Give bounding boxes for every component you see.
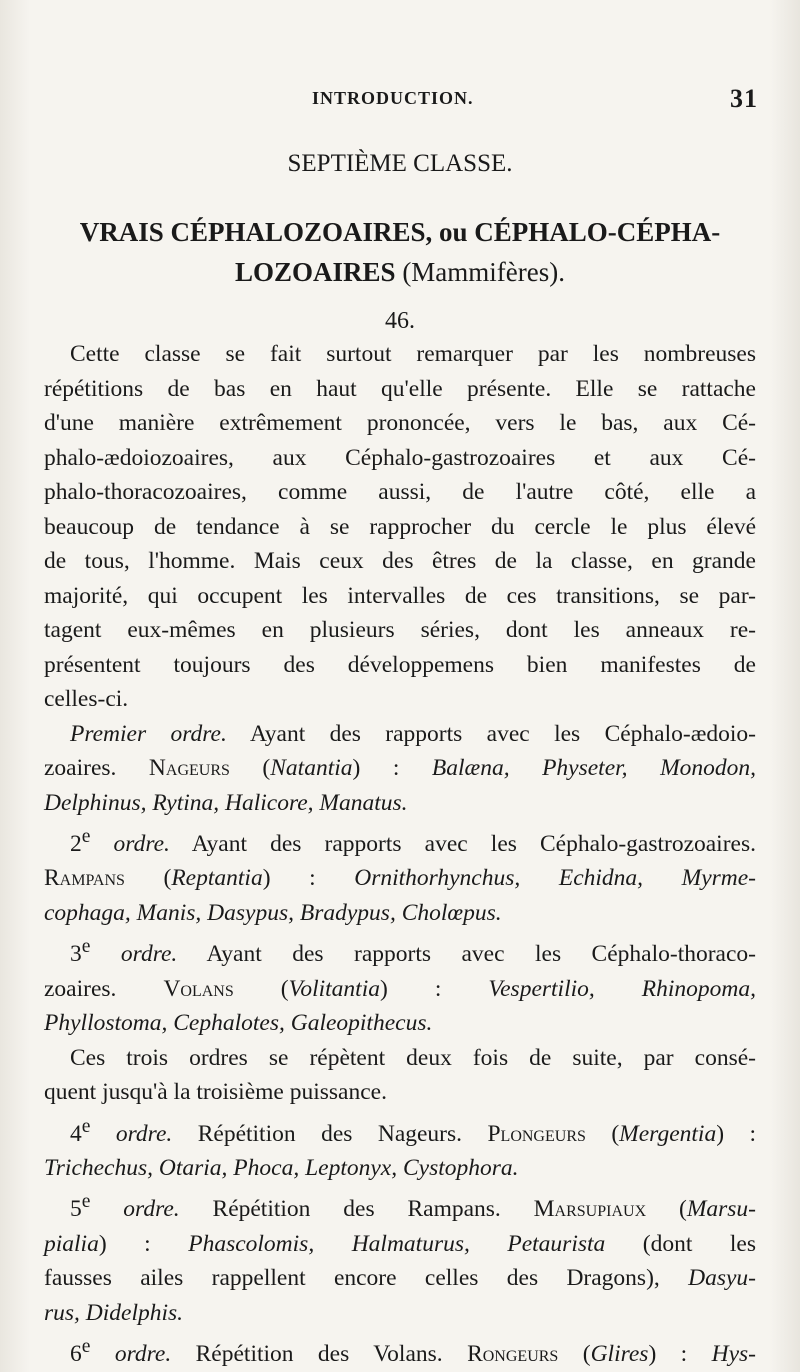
section-heading — [40, 212, 760, 292]
order-6 — [44, 1330, 756, 1371]
text-line: majorité, qui occupent les intervalles de ces transitions, se par- — [44, 582, 756, 609]
order-sup: e — [81, 1191, 91, 1213]
order-number: 5 — [70, 1196, 82, 1223]
heading-line-1: VRAIS CÉPHALOZOAIRES, ou CÉPHALO-CÉPHA- — [79, 217, 721, 247]
order-2 — [44, 820, 756, 930]
text-line — [44, 1227, 756, 1262]
order-text: zoaires. — [44, 975, 164, 1002]
genera: Trichechus, Otaria, Phoca, Leptonyx, Cystophora. — [44, 1154, 519, 1181]
text-line: répétitions de bas en haut qu'elle présente. Elle se rattache — [44, 375, 756, 402]
paren: ) : — [262, 865, 355, 892]
text-line: présentent toujours des développemens bien manifestes de — [44, 651, 756, 678]
text-line: tagent eux-mêmes en plusieurs séries, dont les anneaux re- — [44, 617, 756, 643]
order-text: Répétition des Rampans. — [179, 1196, 534, 1223]
running-head-title: INTRODUCTION. — [312, 88, 474, 108]
paren: ( — [585, 1120, 620, 1147]
text-line: celles-ci. — [44, 686, 129, 712]
paren: ( — [233, 975, 289, 1002]
order-sup: e — [81, 826, 91, 847]
order-text: zoaires. — [44, 755, 149, 781]
genera: Ornithorhynchus, Echidna, Myrme- — [354, 865, 757, 892]
order-label: ordre. — [90, 1196, 180, 1223]
paren: ) : — [380, 975, 489, 1002]
order-number: 2 — [70, 830, 82, 857]
text-line: quent jusqu'à la troisième puissance. — [44, 1079, 387, 1106]
latin-group: Natantia — [270, 755, 353, 781]
text-line — [44, 1296, 756, 1331]
genera: rus, Didelphis. — [44, 1299, 184, 1326]
paren: ( — [124, 865, 172, 892]
paren: ) : — [648, 1341, 712, 1368]
order-sup: e — [81, 1336, 91, 1358]
order-label: ordre. — [90, 1120, 173, 1147]
order-text: Ayant des rapports avec les Céphalo-thoraco- — [177, 941, 756, 968]
latin-group: Mergentia — [619, 1120, 717, 1147]
order-text: Répétition des Volans. — [171, 1341, 468, 1368]
latin-group: Reptantia — [171, 865, 263, 892]
group-name: Rongeurs — [467, 1341, 559, 1368]
order-sup: e — [81, 936, 91, 958]
genera: Dasyu- — [688, 1265, 756, 1292]
paren: ( — [229, 755, 271, 781]
text-line — [44, 1006, 756, 1041]
genera: Balæna, Physeter, Monodon, — [431, 755, 757, 781]
text-line — [44, 930, 756, 971]
order-number: 3 — [70, 941, 82, 968]
latin-group: pialia — [44, 1230, 99, 1257]
text-line — [44, 786, 756, 821]
text-line — [44, 751, 756, 786]
class-title: SEPTIÈME CLASSE. — [287, 150, 513, 177]
group-name: Volans — [163, 975, 234, 1002]
genera: cophaga, Manis, Dasypus, Bradypus, Cholœpus. — [44, 899, 502, 926]
page-number: 31 — [730, 84, 758, 113]
heading-line-2 — [40, 252, 760, 292]
text-line — [44, 717, 756, 752]
paren: ) : — [352, 755, 432, 781]
paren: ( — [558, 1341, 591, 1368]
body-text — [44, 337, 756, 1372]
latin-group: Volitantia — [288, 975, 380, 1002]
group-name: Plongeurs — [487, 1120, 586, 1147]
order-text: Ayant des rapports avec les Céphalo-gastrozoaires. — [169, 830, 756, 857]
text-line — [44, 1330, 756, 1371]
text-line — [44, 1110, 756, 1151]
text-line — [44, 1185, 756, 1226]
order-1 — [44, 717, 756, 821]
genera: Phyllostoma, Cephalotes, Galeopithecus. — [44, 1010, 433, 1037]
group-name: Nageurs — [148, 755, 230, 781]
text-line: Ces trois ordres se répètent deux fois de suite, par consé- — [70, 1044, 756, 1071]
genera: Delphinus, Rytina, Halicore, Manatus. — [44, 789, 408, 816]
text-line: de tous, l'homme. Mais ceux des êtres de la classe, en grande — [44, 548, 756, 574]
genera: Phascolomis, Halmaturus, Petaurista — [188, 1230, 606, 1257]
paren: ) : — [716, 1120, 757, 1147]
order-text: fausses ailes rappellent encore celles des Dragons), — [44, 1265, 689, 1292]
latin-group: Glires — [590, 1341, 649, 1368]
text-line — [44, 1261, 756, 1296]
latin-group: Marsu- — [686, 1196, 757, 1223]
order-5 — [44, 1185, 756, 1330]
paren: ( — [646, 1196, 687, 1223]
order-number: 6 — [70, 1341, 82, 1368]
heading-line-2-paren: (Mammifères). — [402, 257, 565, 287]
repeat-note — [44, 1041, 756, 1110]
order-text: (dont les — [605, 1230, 757, 1257]
heading-line-2-main: LOZOAIRES — [235, 257, 396, 287]
genera: Hys- — [711, 1341, 756, 1368]
group-name: Marsupiaux — [533, 1196, 647, 1223]
text-line: phalo-ædoiozoaires, aux Céphalo-gastrozoaires et aux Cé- — [44, 444, 756, 471]
order-number: 4 — [70, 1120, 82, 1147]
order-4 — [44, 1110, 756, 1186]
order-sup: e — [81, 1115, 91, 1137]
order-label: ordre. — [90, 1341, 172, 1368]
order-text: Ayant des rapports avec les Céphalo-ædoio- — [226, 720, 756, 747]
text-line: phalo-thoracozoaires, comme aussi, de l'autre côté, elle a — [44, 479, 756, 505]
order-3 — [44, 930, 756, 1040]
text-line: Cette classe se fait surtout remarquer par les nombreuses — [70, 341, 756, 367]
text-line — [44, 972, 756, 1007]
order-label: Premier ordre. — [70, 720, 227, 747]
text-line: beaucoup de tendance à se rapprocher du cercle le plus élevé — [44, 513, 756, 540]
text-line — [44, 1151, 756, 1186]
group-name: Rampans — [44, 865, 125, 892]
order-label: ordre. — [90, 941, 178, 968]
text-line — [44, 861, 756, 896]
genera: Vespertilio, Rhinopoma, — [488, 975, 757, 1002]
order-text: Répétition des Nageurs. — [172, 1120, 488, 1147]
paragraph-intro — [44, 337, 756, 717]
order-label: ordre. — [90, 830, 170, 857]
section-number: 46. — [385, 308, 415, 334]
text-line: d'une manière extrêmement prononcée, vers le bas, aux Cé- — [44, 410, 756, 436]
text-line — [44, 896, 756, 931]
text-line — [44, 820, 756, 861]
paren: ) : — [98, 1230, 189, 1257]
